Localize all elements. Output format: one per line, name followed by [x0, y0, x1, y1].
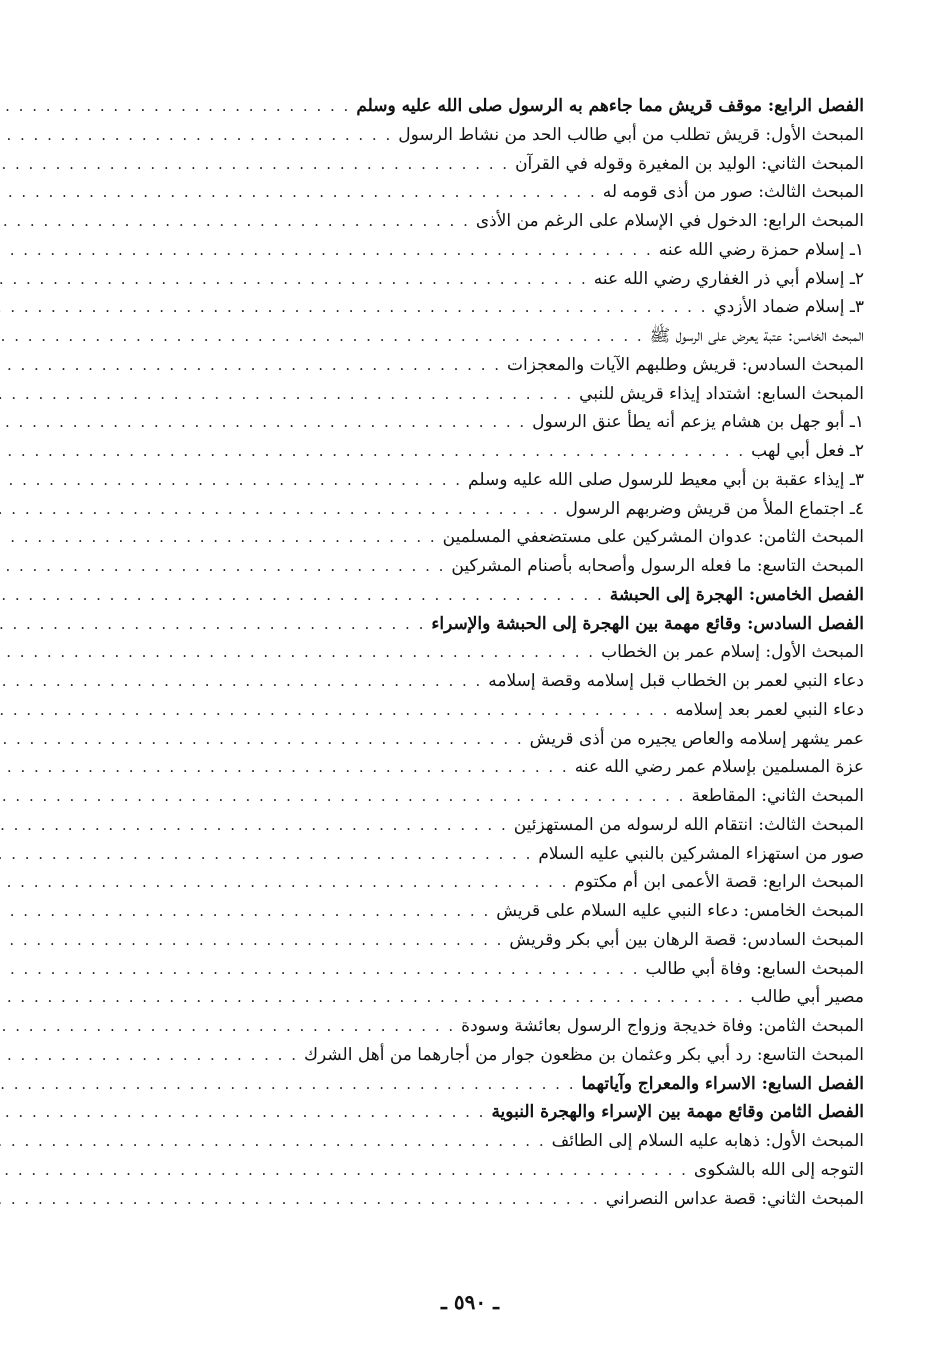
- toc-entry: [52, 1127, 864, 1156]
- dot-leader: [0, 178, 597, 207]
- dot-leader: [0, 868, 568, 897]
- dot-leader: [0, 236, 653, 265]
- entry-title: المبحث الأول: إسلام عمر بن الخطاب: [601, 642, 864, 663]
- dot-leader: [0, 92, 350, 121]
- dot-leader: [0, 610, 425, 639]
- entry-title: المبحث الخامس: دعاء النبي عليه السلام على قريش: [496, 901, 864, 921]
- entry-title: المبحث التاسع: ما فعله الرسول وأصحابه بأصنام المشركين: [451, 556, 864, 576]
- toc-entry: [52, 868, 864, 897]
- toc-entry: [52, 322, 864, 351]
- toc-entry: [52, 1185, 864, 1214]
- entry-title: ٣ـ إسلام ضماد الأزدي: [713, 297, 864, 318]
- entry-title: المبحث السابع: اشتداد إيذاء قريش للنبي: [579, 383, 864, 404]
- dot-leader: [0, 351, 501, 380]
- toc-entry: [52, 840, 864, 869]
- table-of-contents: [52, 92, 864, 1213]
- entry-title: المبحث الرابع: قصة الأعمى ابن أم مكتوم: [574, 872, 864, 893]
- entry-title: ٢ـ فعل أبي لهب: [751, 441, 864, 461]
- entry-title: المبحث الثاني: قصة عداس النصراني: [605, 1188, 864, 1209]
- entry-title: الفصل الثامن وقائع مهمة بين الإسراء والهجرة النبوية: [491, 1102, 864, 1123]
- dot-leader: [0, 1127, 546, 1156]
- toc-entry: [52, 667, 864, 696]
- toc-entry: [52, 437, 864, 466]
- dot-leader: [0, 1041, 298, 1070]
- dot-leader: [0, 322, 644, 351]
- dot-leader: [0, 725, 524, 754]
- dot-leader: [0, 782, 685, 811]
- toc-entry: [52, 897, 864, 926]
- toc-entry: [52, 753, 864, 782]
- dot-leader: [0, 265, 588, 294]
- dot-leader: [0, 840, 532, 869]
- dot-leader: [0, 495, 560, 524]
- toc-entry: [52, 782, 864, 811]
- entry-title: المبحث الخامس: عتبة يعرض على الرسول ﷺ: [649, 326, 864, 346]
- dot-leader: [0, 121, 392, 150]
- dot-leader: [0, 638, 595, 667]
- entry-title: الفصل السابع: الاسراء والمعراج وآياتهما: [581, 1073, 864, 1094]
- dot-leader: [0, 667, 482, 696]
- entry-title: المبحث الثاني: الوليد بن المغيرة وقوله في القرآن: [515, 153, 864, 174]
- toc-entry: [52, 696, 864, 725]
- dot-leader: [0, 753, 569, 782]
- dot-leader: [0, 696, 669, 725]
- dot-leader: [0, 1012, 455, 1041]
- entry-title: المبحث التاسع: رد أبي بكر وعثمان بن مظعون جوار من أجارهما من أهل الشرك: [303, 1044, 864, 1065]
- dot-leader: [0, 897, 490, 926]
- entry-title: ٣ـ إيذاء عقبة بن أبي معيط للرسول صلى الله عليه وسلم: [468, 469, 864, 490]
- toc-entry: [52, 725, 864, 754]
- toc-entry: [52, 178, 864, 207]
- entry-title: الفصل السادس: وقائع مهمة بين الهجرة إلى الحبشة والإسراء: [431, 613, 864, 634]
- entry-title: المبحث الثامن: وفاة خديجة وزواج الرسول بعائشة وسودة: [461, 1016, 864, 1036]
- toc-entry: [52, 207, 864, 236]
- entry-title: دعاء النبي لعمر بن الخطاب قبل إسلامه وقصة إسلامه: [488, 671, 864, 691]
- entry-title: التوجه إلى الله بالشكوى: [693, 1159, 864, 1180]
- toc-entry: [52, 150, 864, 179]
- entry-title: المبحث الثالث: صور من أذى قومه له: [602, 182, 864, 203]
- toc-entry: [52, 351, 864, 380]
- entry-title: المبحث الثالث: انتقام الله لرسوله من المستهزئين: [513, 814, 864, 835]
- dot-leader: [0, 207, 470, 236]
- entry-title: المبحث السادس: قريش وطلبهم الآيات والمعجزات: [507, 354, 864, 375]
- dot-leader: [0, 1185, 600, 1214]
- toc-entry: [52, 265, 864, 294]
- toc-entry: [52, 811, 864, 840]
- entry-title: المبحث السادس: قصة الرهان بين أبي بكر وقريش: [509, 929, 864, 950]
- toc-entry: [52, 495, 864, 524]
- entry-title: المبحث الثاني: المقاطعة: [691, 786, 864, 806]
- dot-leader: [0, 408, 526, 437]
- page-number: ـ ٥٩٠ ـ: [441, 1290, 499, 1314]
- entry-title: ٢ـ إسلام أبي ذر الغفاري رضي الله عنه: [593, 268, 864, 289]
- toc-entry: [52, 983, 864, 1012]
- toc-entry: [52, 552, 864, 581]
- entry-title: دعاء النبي لعمر بعد إسلامه: [675, 699, 864, 720]
- toc-chapter-entry: [52, 581, 864, 610]
- dot-leader: [0, 293, 708, 322]
- toc-entry: [52, 380, 864, 409]
- toc-entry: [52, 408, 864, 437]
- entry-title: مصير أبي طالب: [750, 987, 864, 1008]
- toc-chapter-entry: [52, 1070, 864, 1099]
- entry-title: المبحث الأول: ذهابه عليه السلام إلى الطائف: [551, 1131, 864, 1151]
- entry-title: ٤ـ اجتماع الملأ من قريش وضربهم الرسول: [565, 498, 864, 519]
- dot-leader: [0, 1070, 576, 1099]
- toc-entry: [52, 466, 864, 495]
- toc-entry: [52, 236, 864, 265]
- dot-leader: [0, 523, 437, 552]
- dot-leader: [0, 926, 503, 955]
- entry-title: عمر يشهر إسلامه والعاص يجيره من أذى قريش: [529, 728, 864, 749]
- entry-title: صور من استهزاء المشركين بالنبي عليه السلام: [538, 843, 864, 864]
- dot-leader: [0, 1098, 485, 1127]
- dot-leader: [0, 581, 604, 610]
- toc-entry: [52, 1041, 864, 1070]
- toc-entry: [52, 955, 864, 984]
- toc-entry: [52, 121, 864, 150]
- toc-chapter-entry: [52, 1098, 864, 1127]
- entry-title: الفصل الخامس: الهجرة إلى الحبشة: [609, 584, 864, 605]
- toc-entry: [52, 293, 864, 322]
- dot-leader: [0, 380, 573, 409]
- entry-title: الفصل الرابع: موقف قريش مما جاءهم به الرسول صلى الله عليه وسلم: [356, 96, 864, 116]
- toc-entry: [52, 1012, 864, 1041]
- dot-leader: [0, 1156, 688, 1185]
- toc-entry: [52, 523, 864, 552]
- entry-title: المبحث السابع: وفاة أبي طالب: [645, 958, 864, 979]
- toc-entry: [52, 638, 864, 667]
- toc-entry: [52, 926, 864, 955]
- dot-leader: [0, 437, 745, 466]
- toc-entry: [52, 1156, 864, 1185]
- dot-leader: [0, 466, 462, 495]
- entry-title: عزة المسلمين بإسلام عمر رضي الله عنه: [574, 757, 864, 778]
- toc-chapter-entry: [52, 92, 864, 121]
- entry-title: ١ـ أبو جهل بن هشام يزعم أنه يطأ عنق الرسول: [532, 412, 864, 433]
- entry-title: المبحث الثامن: عدوان المشركين على مستضعفي المسلمين: [442, 527, 864, 548]
- dot-leader: [0, 552, 445, 581]
- entry-title: المبحث الرابع: الدخول في الإسلام على الرغم من الأذى: [475, 211, 864, 231]
- dot-leader: [0, 150, 509, 179]
- dot-leader: [0, 955, 639, 984]
- toc-chapter-entry: [52, 610, 864, 639]
- dot-leader: [0, 983, 745, 1012]
- entry-title: المبحث الأول: قريش تطلب من أبي طالب الحد من نشاط الرسول: [398, 124, 864, 145]
- entry-title: ١ـ إسلام حمزة رضي الله عنه: [658, 239, 864, 260]
- dot-leader: [0, 811, 508, 840]
